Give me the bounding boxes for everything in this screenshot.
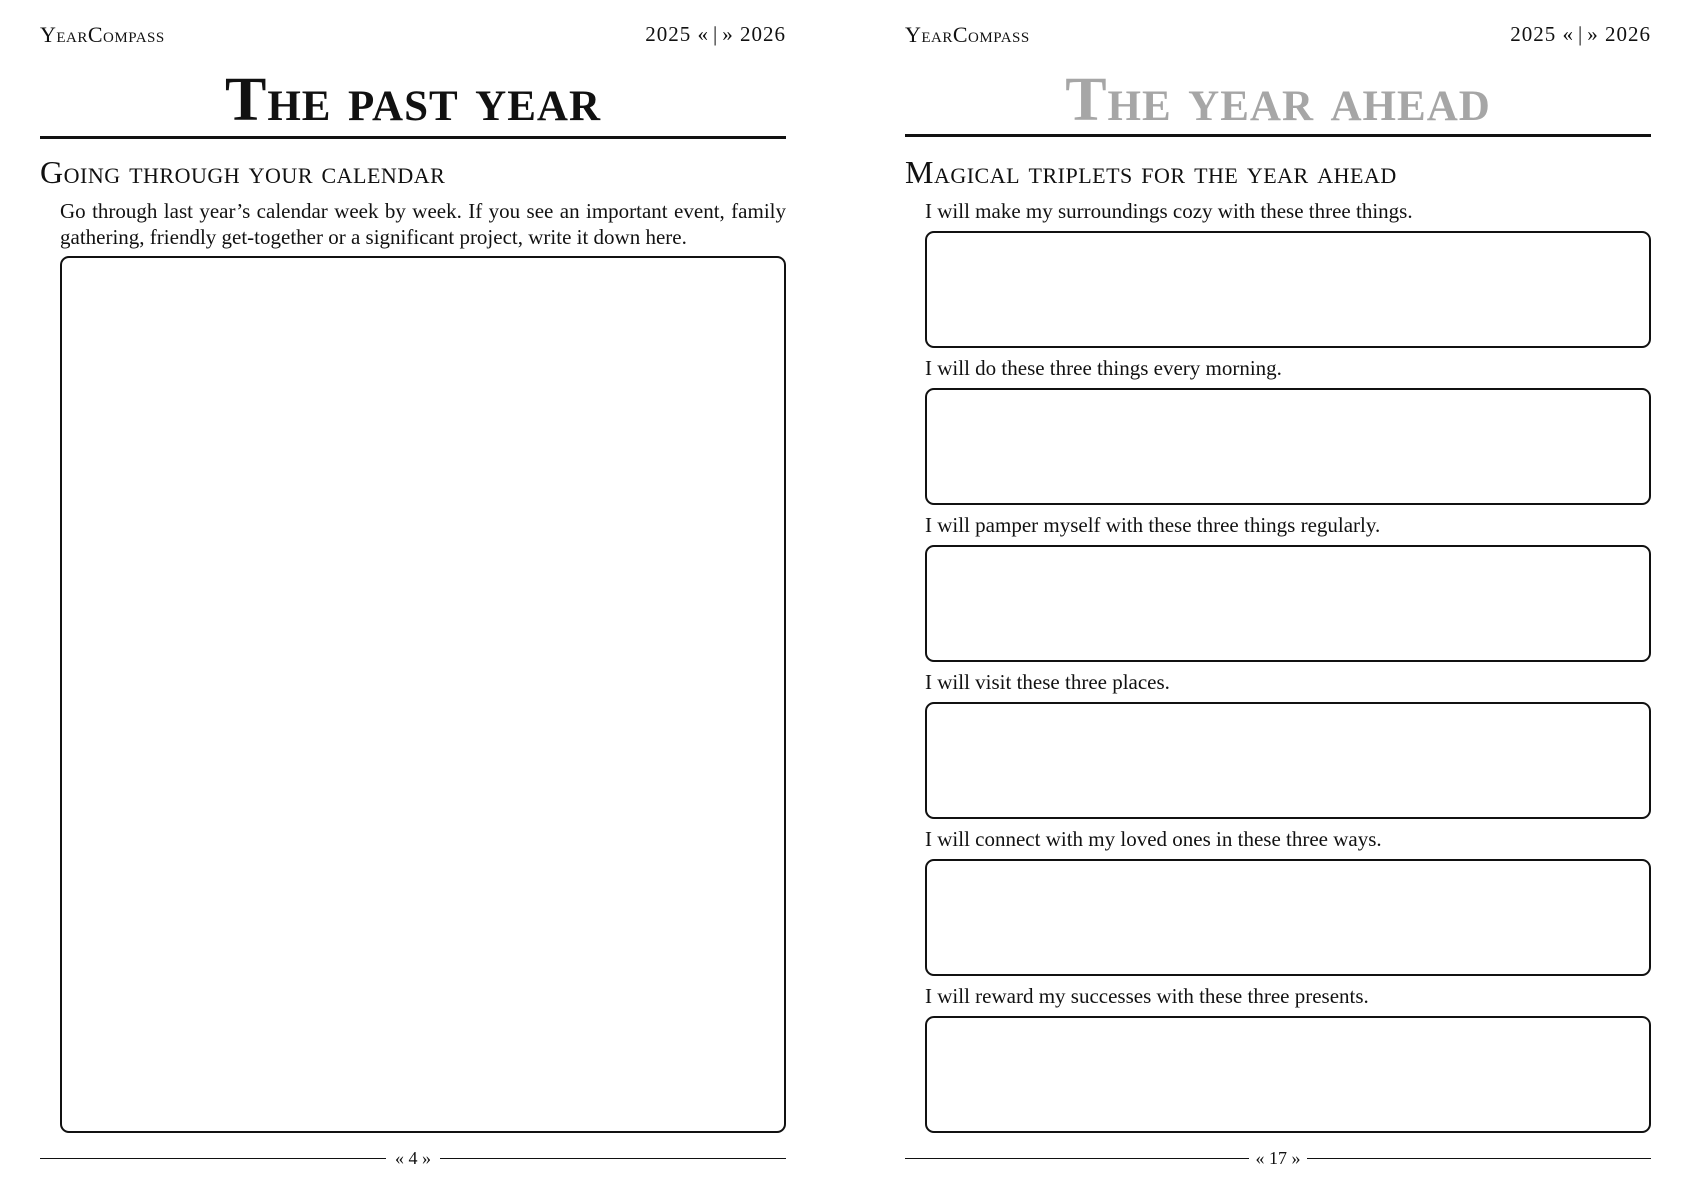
page-title: The past year (224, 66, 602, 134)
footer-rule-left (40, 1158, 386, 1159)
brand-name: YearCompass (40, 22, 165, 47)
answer-box-loved-ones[interactable] (925, 859, 1651, 976)
page-header (905, 22, 1651, 50)
prompt-label-reward-successes: I will reward my successes with these three presents. (925, 984, 1369, 1008)
prompt-label-morning-routine: I will do these three things every morning. (925, 356, 1282, 380)
instructions-text: Go through last year’s calendar week by week. If you see an important event, family gathering, friendly get-together or a significant project, write it down here. (60, 199, 786, 249)
title-divider (905, 134, 1651, 137)
footer-rule-left (905, 1158, 1249, 1159)
page-footer (905, 1146, 1651, 1170)
prompt-label-places-to-visit: I will visit these three places. (925, 670, 1170, 694)
answer-box-places-to-visit[interactable] (925, 702, 1651, 819)
answer-box-cozy-surroundings[interactable] (925, 231, 1651, 348)
year-nav-separator: | (1578, 22, 1584, 46)
page-footer (40, 1146, 786, 1170)
calendar-events-answer-box[interactable] (60, 256, 786, 1133)
prompt-label-cozy-surroundings: I will make my surroundings cozy with these three things. (925, 199, 1413, 223)
next-year-link[interactable]: » 2026 (1587, 22, 1651, 46)
brand-name: YearCompass (905, 22, 1030, 47)
answer-box-morning-routine[interactable] (925, 388, 1651, 505)
section-title: Magical triplets for the year ahead (905, 154, 1397, 190)
answer-box-reward-successes[interactable] (925, 1016, 1651, 1133)
title-divider (40, 136, 786, 139)
right-page (905, 0, 1651, 1191)
section-title: Going through your calendar (40, 154, 446, 190)
year-navigation (645, 22, 786, 47)
next-year-link[interactable]: » 2026 (722, 22, 786, 46)
footer-rule-right (1307, 1158, 1651, 1159)
year-navigation (1510, 22, 1651, 47)
prompt-label-loved-ones: I will connect with my loved ones in these three ways. (925, 827, 1382, 851)
page-title: The year ahead (1065, 66, 1491, 134)
answer-box-pamper-myself[interactable] (925, 545, 1651, 662)
page-number[interactable]: « 17 » (1255, 1148, 1301, 1168)
footer-rule-right (440, 1158, 786, 1159)
previous-year-link[interactable]: 2025 « (645, 22, 710, 46)
prompt-label-pamper-myself: I will pamper myself with these three things regularly. (925, 513, 1381, 537)
year-nav-separator: | (713, 22, 719, 46)
page-header (40, 22, 786, 50)
previous-year-link[interactable]: 2025 « (1510, 22, 1575, 46)
page-number[interactable]: « 4 » (395, 1148, 431, 1168)
left-page (40, 0, 786, 1191)
